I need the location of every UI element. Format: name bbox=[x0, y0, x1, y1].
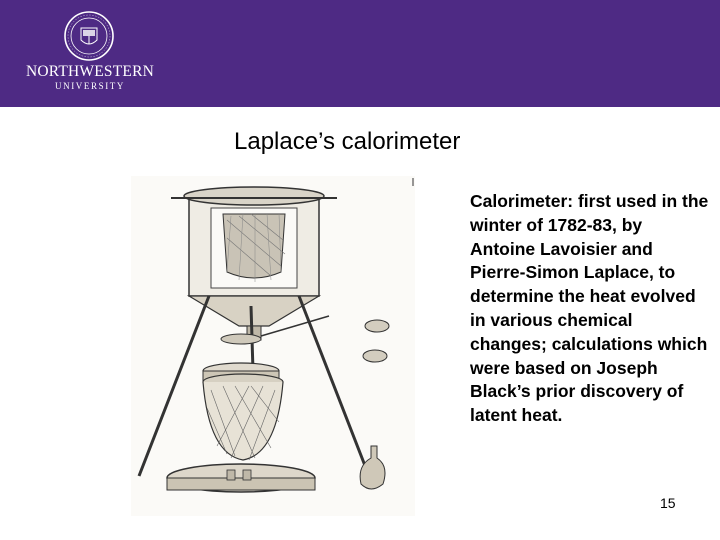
university-seal-icon bbox=[63, 10, 115, 62]
header-banner bbox=[0, 0, 720, 107]
calorimeter-engraving bbox=[131, 176, 415, 516]
slide-body-text: Calorimeter: first used in the winter of 1782-83, by Antoine Lavoisier and Pierre-Simon Laplace, to determine the heat evolved in various chemical changes; calculations which were based on Joseph Black’s prior discovery of latent heat. bbox=[470, 191, 709, 426]
logo-name: NORTHWESTERN bbox=[25, 63, 155, 80]
page-number: 15 bbox=[660, 495, 676, 511]
logo-subtitle: UNIVERSITY bbox=[55, 81, 125, 91]
calorimeter-illustration bbox=[131, 176, 415, 516]
slide-title: Laplace’s calorimeter bbox=[234, 128, 461, 155]
university-wordmark bbox=[20, 64, 160, 92]
